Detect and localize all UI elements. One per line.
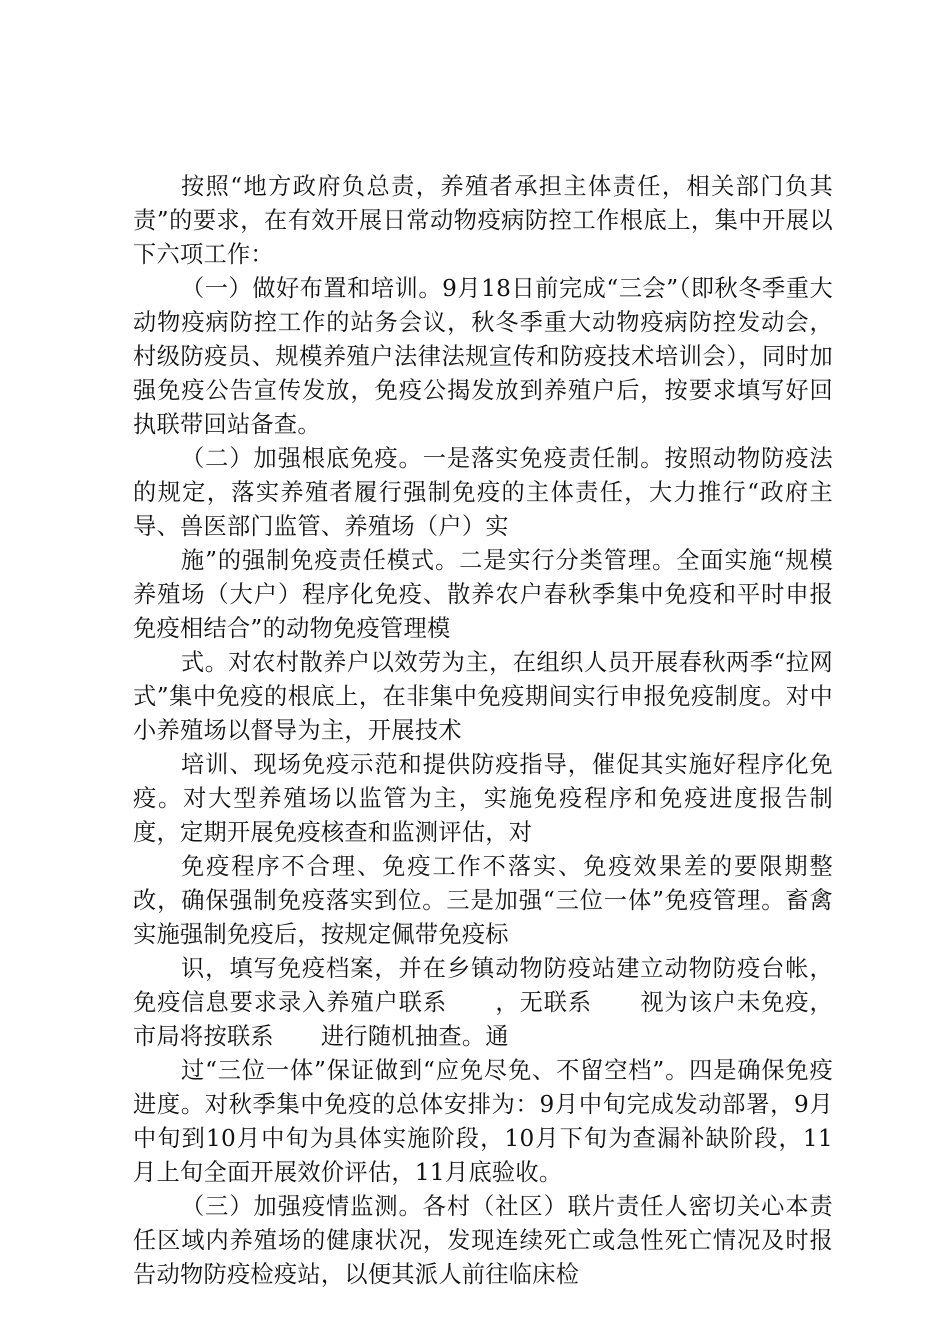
paragraph-item-2: （二）加强根底免疫。一是落实免疫责任制。按照动物防疫法的规定，落实养殖者履行强制免疫的主体责任，大力推行“政府主导、兽医部门监管、养殖场（户）实 (133, 445, 833, 540)
paragraph-item-2-cont-b: 式。对农村散养户以效劳为主，在组织人员开展春秋两季“拉网式”集中免疫的根底上，在非集中免疫期间实行申报免疫制度。对中小养殖场以督导为主，开展技术 (133, 649, 833, 744)
paragraph-item-2-cont-d: 免疫程序不合理、免疫工作不落实、免疫效果差的要限期整改，确保强制免疫落实到位。三是加强“三位一体”免疫管理。畜禽实施强制免疫后，按规定佩带免疫标 (133, 853, 833, 948)
paragraph-item-2-cont-c: 培训、现场免疫示范和提供防疫指导，催促其实施好程序化免疫。对大型养殖场以监管为主，实施免疫程序和免疫进度报告制度，定期开展免疫核查和监测评估，对 (133, 751, 833, 846)
paragraph-item-3: （三）加强疫情监测。各村（社区）联片责任人密切关心本责任区域内养殖场的健康状况，发现连续死亡或急性死亡情况及时报告动物防疫检疫站，以便其派人前往临床检 (133, 1193, 833, 1288)
paragraph-item-2-cont-f: 过“三位一体”保证做到“应免尽免、不留空档”。四是确保免疫进度。对秋季集中免疫的总体安排为：9月中旬完成发动部署，9月中旬到10月中旬为具体实施阶段，10月下旬为查漏补缺阶段，11月上旬全面开展效价评估，11月底验收。 (133, 1057, 833, 1186)
paragraph-item-1: （一）做好布置和培训。9月18日前完成“三会”（即秋冬季重大动物疫病防控工作的站务会议，秋冬季重大动物疫病防控发动会，村级防疫员、规模养殖户法律法规宣传和防疫技术培训会），同时加强免疫公告宣传发放，免疫公揭发放到养殖户后，按要求填写好回执联带回站备查。 (133, 275, 833, 438)
paragraph-item-2-cont-e: 识，填写免疫档案，并在乡镇动物防疫站建立动物防疫台帐，免疫信息要求录入养殖户联系 ，无联系 视为该户未免疫，市局将按联系 进行随机抽查。通 (133, 955, 833, 1050)
paragraph-intro: 按照“地方政府负总责，养殖者承担主体责任，相关部门负其责”的要求，在有效开展日常动物疫病防控工作根底上，集中开展以下六项工作： (133, 173, 833, 268)
document-body (133, 170, 833, 1292)
paragraph-item-2-cont-a: 施”的强制免疫责任模式。二是实行分类管理。全面实施“规模养殖场（大户）程序化免疫、散养农户春秋季集中免疫和平时申报免疫相结合”的动物免疫管理模 (133, 547, 833, 642)
